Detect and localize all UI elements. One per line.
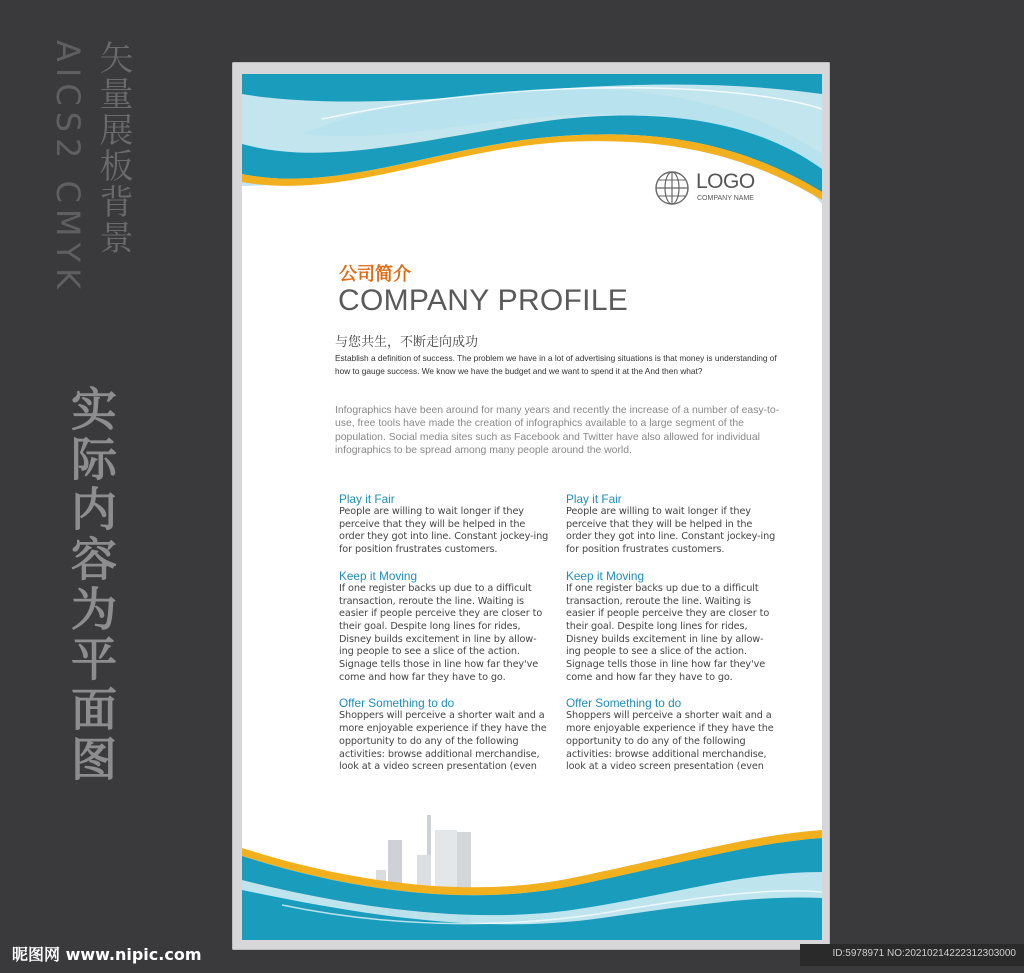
- section-title: Offer Something to do: [566, 696, 682, 711]
- section-title: Keep it Moving: [566, 568, 645, 583]
- side-text-main: 实际内容为平面图: [64, 385, 118, 785]
- section-body: Shoppers will perceive a shorter wait and a more enjoyable experience if they have the opportunity to do any of the following activities: browse additional merchandise, look at a video screen presentation (even: [566, 710, 774, 773]
- watermark-id: ID:5978971 NO:20210214222312303000: [832, 948, 1016, 959]
- section-body: People are willing to wait longer if they perceive that they will be helped in the order they got into line. Constant jockey-ing for position frustrates customers.: [566, 506, 776, 556]
- title-en: COMPANY PROFILE: [338, 284, 629, 317]
- section-body: If one register backs up due to a difficult transaction, reroute the line. Waiting is easier if people perceive they are closer to their goal. Despite long lines for rides, Disney builds excitement in line by allow-ing people to see a slice of the action. Signage tells those in line how far they've come and how far they have to go.: [339, 582, 543, 683]
- side-text-en-top: AICS2 CMYK: [49, 40, 87, 295]
- section-title: Keep it Moving: [339, 568, 418, 583]
- company-logo: [654, 170, 804, 210]
- section-body: If one register backs up due to a difficult transaction, reroute the line. Waiting is easier if people perceive they are closer to their goal. Despite long lines for rides, Disney builds excitement in line by allow-ing people to see a slice of the action. Signage tells those in line how far they've come and how far they have to go.: [566, 582, 770, 683]
- watermark-site: 昵图网 www.nipic.com: [12, 945, 202, 964]
- poster: [242, 74, 822, 940]
- intro-paragraph-light: Infographics have been around for many years and recently the increase of a number of easy-to-use, free tools have made the creation of infographics available to a large segment of the population. Social media sites such as Facebook and Twitter have also allowed for individual infographics to be spread among many people around the world.: [335, 405, 780, 457]
- bottom-wave-decoration: [242, 810, 822, 940]
- section-title: Play it Fair: [339, 492, 395, 506]
- content-column-right: [566, 492, 776, 786]
- globe-icon: [654, 170, 690, 206]
- content-column-left: [339, 492, 549, 786]
- section-body: People are willing to wait longer if they perceive that they will be helped in the order they got into line. Constant jockey-ing for position frustrates customers.: [339, 506, 549, 556]
- logo-company-name: COMPANY NAME: [697, 195, 754, 202]
- section-title: Offer Something to do: [339, 696, 455, 711]
- intro-paragraph-dark: Establish a definition of success. The problem we have in a lot of advertising situations is that money is understanding of how to gauge success. We know we have the budget and we want to spend it at the And then what?: [335, 353, 777, 376]
- section-body: Shoppers will perceive a shorter wait and a more enjoyable experience if they have the opportunity to do any of the following activities: browse additional merchandise, look at a video screen presentation (even: [339, 710, 547, 773]
- section-title: Play it Fair: [566, 492, 622, 506]
- logo-text: LOGO: [696, 170, 755, 193]
- title-cn: 公司简介: [339, 264, 411, 285]
- subtitle-cn: 与您共生，不断走向成功: [335, 335, 479, 350]
- side-text-cn-top: 矢量展板背景: [93, 40, 133, 256]
